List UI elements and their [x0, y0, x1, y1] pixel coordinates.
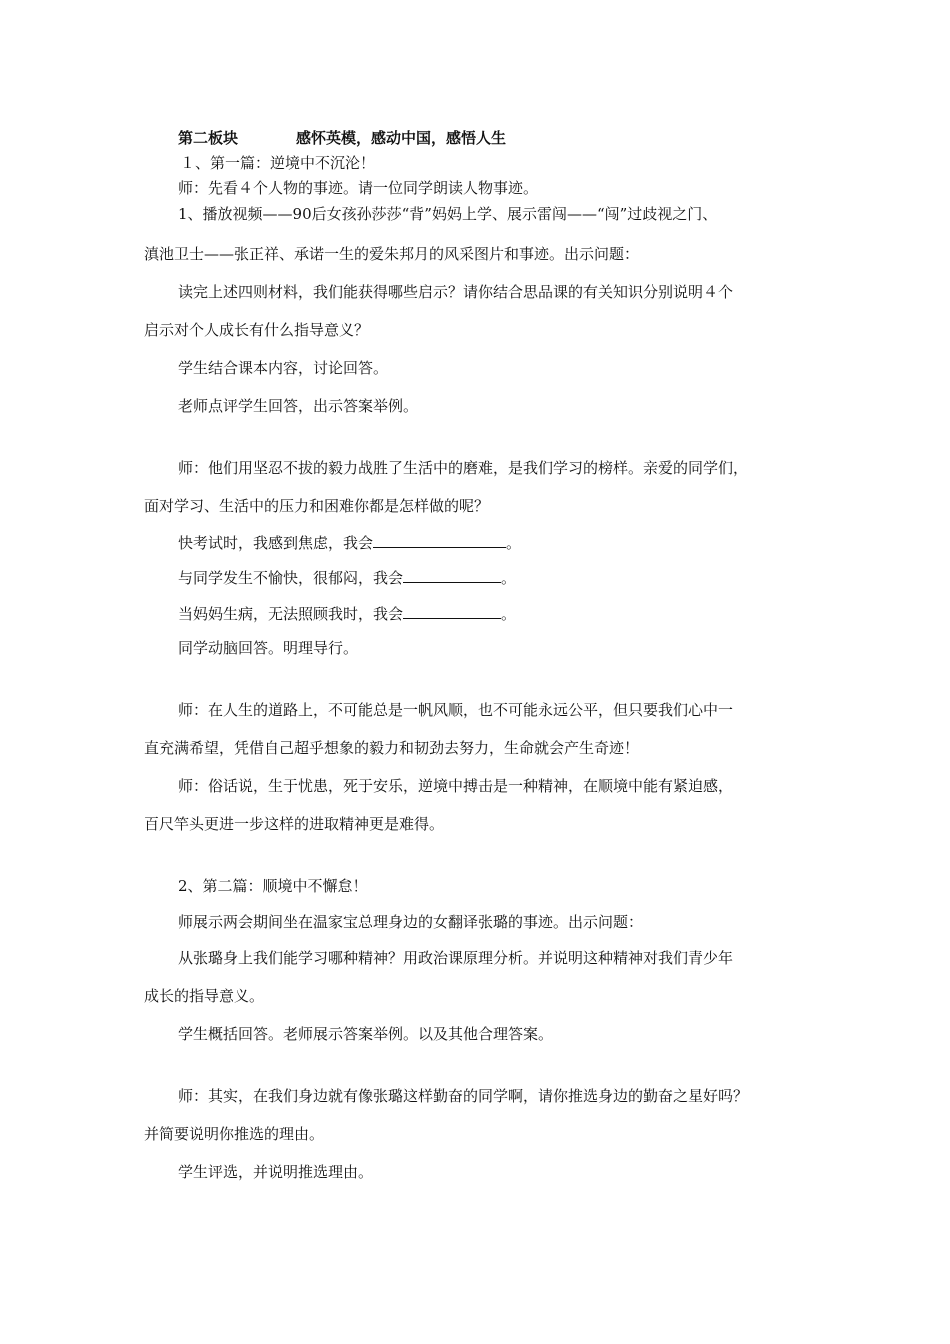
fill-in-end: 。 — [506, 534, 522, 552]
paragraph-line: 师展示两会期间坐在温家宝总理身边的女翻译张璐的事迹。出示问题： — [178, 913, 644, 931]
paragraph-line: 成长的指导意义。 — [144, 987, 265, 1005]
fill-in-end: 。 — [501, 569, 517, 587]
paragraph-line: 师：其实，在我们身边就有像张璐这样勤奋的同学啊，请你推选身边的勤奋之星好吗？ — [178, 1087, 749, 1105]
paragraph-line: 同学动脑回答。明理导行。 — [178, 639, 359, 657]
paragraph-line: 百尺竿头更进一步这样的进取精神更是难得。 — [144, 815, 445, 833]
answer-blank — [403, 567, 501, 583]
section-label: 第二板块 — [178, 129, 239, 147]
fill-in-prompt: 快考试时，我感到焦虑，我会 — [178, 534, 374, 552]
paragraph-line: 启示对个人成长有什么指导意义？ — [144, 321, 370, 339]
answer-blank — [373, 532, 506, 548]
part-two-heading: 2、第二篇：顺境中不懈怠！ — [178, 877, 368, 895]
fill-in-item — [178, 532, 521, 553]
paragraph-line: 师：俗话说，生于忧患，死于安乐，逆境中搏击是一种精神，在顺境中能有紧迫感， — [178, 777, 734, 795]
fill-in-prompt: 与同学发生不愉快，很郁闷，我会 — [178, 569, 404, 587]
paragraph-line: 学生评选，并说明推选理由。 — [178, 1163, 374, 1181]
paragraph-line: 并简要说明你推选的理由。 — [144, 1125, 325, 1143]
paragraph-line: 学生结合课本内容，讨论回答。 — [178, 359, 389, 377]
paragraph-line: 面对学习、生活中的压力和困难你都是怎样做的呢？ — [144, 497, 490, 515]
paragraph-line: 师：在人生的道路上，不可能总是一帆风顺，也不可能永远公平，但只要我们心中一 — [178, 701, 734, 719]
fill-in-end: 。 — [501, 605, 517, 623]
fill-in-item — [178, 603, 516, 624]
paragraph-line: 师：他们用坚忍不拔的毅力战胜了生活中的磨难，是我们学习的榜样。亲爱的同学们， — [178, 459, 749, 477]
part-one-heading: １、第一篇：逆境中不沉沦！ — [180, 154, 376, 172]
fill-in-item — [178, 567, 516, 588]
section-title: 感怀英模，感动中国，感悟人生 — [296, 129, 507, 147]
paragraph-line: 学生概括回答。老师展示答案举例。以及其他合理答案。 — [178, 1025, 554, 1043]
fill-in-prompt: 当妈妈生病，无法照顾我时，我会 — [178, 605, 404, 623]
paragraph-line: 从张璐身上我们能学习哪种精神？用政治课原理分析。并说明这种精神对我们青少年 — [178, 949, 734, 967]
paragraph-line: 师：先看４个人物的事迹。请一位同学朗读人物事迹。 — [178, 179, 539, 197]
paragraph-line: 直充满希望，凭借自己超乎想象的毅力和韧劲去努力，生命就会产生奇迹！ — [144, 739, 640, 757]
paragraph-line: 老师点评学生回答，出示答案举例。 — [178, 397, 419, 415]
paragraph-line: 读完上述四则材料，我们能获得哪些启示？请你结合思品课的有关知识分别说明４个 — [178, 283, 734, 301]
answer-blank — [403, 603, 501, 619]
paragraph-line: 1、播放视频——90后女孩孙莎莎“背”妈妈上学、展示雷闯——“闯”过歧视之门、 — [178, 205, 718, 223]
paragraph-line: 滇池卫士——张正祥、承诺一生的爱朱邦月的风采图片和事迹。出示问题： — [144, 245, 640, 263]
